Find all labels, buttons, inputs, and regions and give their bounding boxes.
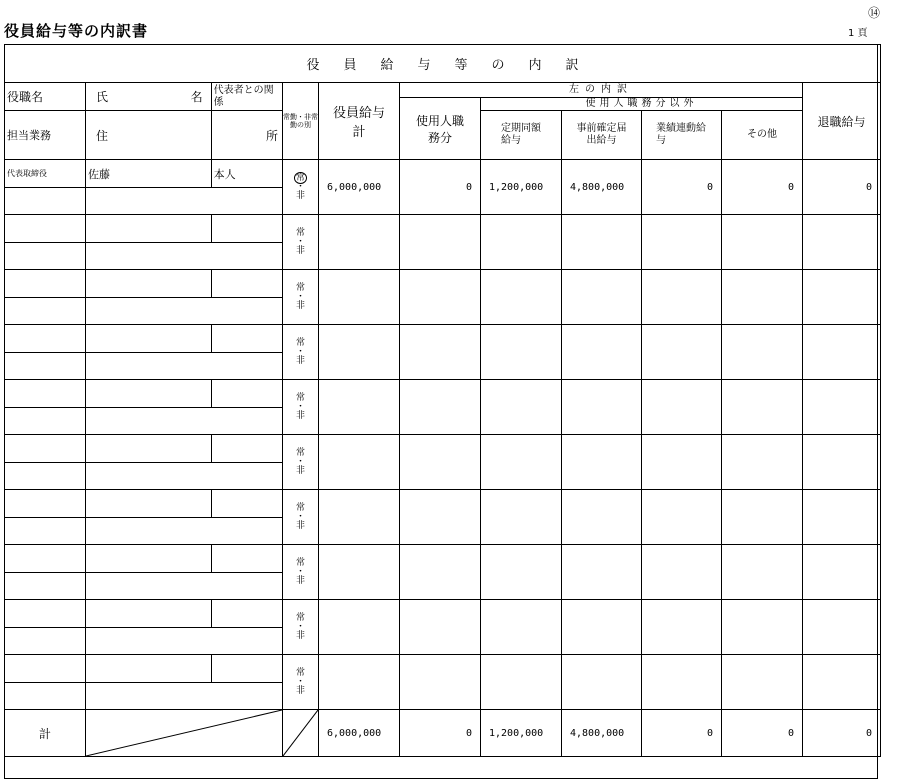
fulltime-mark: 常: [295, 667, 305, 678]
fulltime-sep: ・: [295, 621, 305, 632]
parttime-mark: 非: [295, 575, 305, 586]
fulltime-sep: ・: [295, 566, 305, 577]
total-other: 0: [722, 710, 803, 757]
relation-cell: 本人: [211, 160, 282, 188]
fulltime-mark: 常: [295, 612, 305, 623]
fulltime-sep: ・: [295, 291, 305, 302]
col-header-performance: 業績連動給与: [642, 111, 722, 160]
fulltime-mark: 常: [295, 392, 305, 403]
fulltime-sep: ・: [295, 236, 305, 247]
col-header-address-end: 所: [211, 111, 282, 160]
parttime-mark: 非: [295, 355, 305, 366]
parttime-mark: 非: [295, 520, 305, 531]
fulltime-mark: 常: [295, 337, 305, 348]
fulltime-sep: ・: [295, 676, 305, 687]
total-prior-notice: 4,800,000: [562, 710, 642, 757]
col-header-total: 役員給与計: [319, 83, 400, 160]
name-cell: 佐藤: [86, 160, 212, 188]
document-title: 役員給与等の内訳書: [4, 22, 149, 40]
fulltime-sep: ・: [295, 181, 305, 192]
employee-duty-cell: 0: [400, 160, 481, 215]
total-sum: 6,000,000: [319, 710, 400, 757]
fulltime-mark: 常: [295, 447, 305, 458]
col-header-position: 役職名: [5, 83, 86, 111]
total-label: 計: [5, 710, 86, 757]
col-header-retirement: 退職給与: [803, 83, 881, 160]
total-performance: 0: [642, 710, 722, 757]
form-number: ⑭: [868, 6, 881, 20]
total-employee-duty: 0: [400, 710, 481, 757]
parttime-mark: 非: [295, 300, 305, 311]
col-header-fixed: 定期同額給与: [481, 111, 562, 160]
fulltime-mark: 常: [295, 172, 305, 183]
fulltime-sep: ・: [295, 401, 305, 412]
fulltime-mark: 常: [295, 502, 305, 513]
fixed-cell: 1,200,000: [481, 160, 562, 215]
retirement-cell: 0: [803, 160, 881, 215]
col-header-relation: 代表者との関係: [211, 83, 282, 111]
col-header-prior-notice: 事前確定届出給与: [562, 111, 642, 160]
total-retirement: 0: [803, 710, 881, 757]
performance-cell: 0: [642, 160, 722, 215]
parttime-mark: 非: [295, 410, 305, 421]
fulltime-mark: 常: [295, 227, 305, 238]
fulltime-sep: ・: [295, 511, 305, 522]
col-header-address: 住: [86, 111, 212, 160]
prior-notice-cell: 4,800,000: [562, 160, 642, 215]
col-header-duty: 担当業務: [5, 111, 86, 160]
col-header-employee-duty: 使用人職務分: [400, 98, 481, 160]
fulltime-sep: ・: [295, 456, 305, 467]
position-cell: 代表取締役: [5, 160, 86, 188]
table-caption: 役員給与等の内訳: [5, 45, 881, 83]
other-cell: 0: [722, 160, 803, 215]
col-header-other: その他: [722, 111, 803, 160]
parttime-mark: 非: [295, 630, 305, 641]
parttime-mark: 非: [295, 465, 305, 476]
fulltime-mark: 常: [295, 557, 305, 568]
col-header-non-employee: 使用人職務分以外: [481, 98, 803, 111]
total-fixed: 1,200,000: [481, 710, 562, 757]
col-header-name: 氏 名: [86, 83, 212, 111]
parttime-mark: 非: [295, 685, 305, 696]
fulltime-mark: 常: [295, 282, 305, 293]
col-header-fulltime: 常勤・非常勤の別: [283, 83, 319, 160]
fulltime-sep: ・: [295, 346, 305, 357]
parttime-mark: 非: [295, 245, 305, 256]
total-cell: 6,000,000: [319, 160, 400, 215]
parttime-mark: 非: [295, 190, 305, 201]
col-header-breakdown: 左の内訳: [400, 83, 803, 98]
page-number: 1 頁: [848, 28, 868, 39]
table-frame: [4, 44, 878, 779]
